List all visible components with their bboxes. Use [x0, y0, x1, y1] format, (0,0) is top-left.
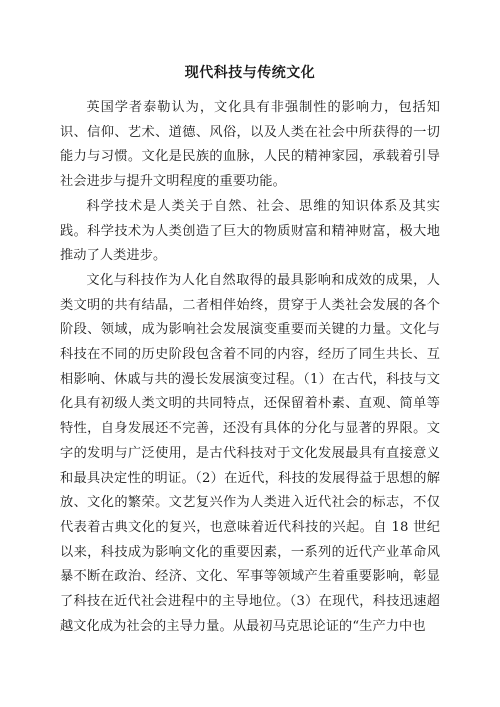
document-body: [60, 96, 440, 639]
paragraph-3: 文化与科技作为人化自然取得的最具影响和成效的成果，人类文明的共有结晶，二者相伴始终，贯穿于人类社会发展的各个阶段、领域，成为影响社会发展演变重要而关键的力量。文化与科技在不同的历史阶段包含着不同的内容，经历了同生共长、互相影响、休戚与共的漫长发展演变过程。（1）在古代，科技与文化具有初级人类文明的共同特点，还保留着朴素、直观、简单等特性，自身发展还不完善，还没有具体的分化与显著的界限。文字的发明与广泛使用，是古代科技对于文化发展最具有直接意义和最具决定性的明证。（2）在近代，科技的发展得益于思想的解放、文化的繁荣。文艺复兴作为人类进入近代社会的标志，不仅代表着古典文化的复兴，也意味着近代科技的兴起。自 18 世纪以来，科技成为影响文化的重要因素，一系列的近代产业革命风暴不断在政治、经济、文化、军事等领域产生着重要影响，彰显了科技在近代社会进程中的主导地位。（3）在现代，科技迅速超越文化成为社会的主导力量。从最初马克思论证的“生产力中也: [60, 272, 440, 634]
document-title: 现代科技与传统文化: [184, 65, 316, 81]
paragraph-1: 英国学者泰勒认为，文化具有非强制性的影响力，包括知识、信仰、艺术、道德、风俗，以及人类在社会中所获得的一切能力与习惯。文化是民族的血脉，人民的精神家园，承载着引导社会进步与提升文明程度的重要功能。: [60, 100, 440, 190]
paragraph-2: 科学技术是人类关于自然、社会、思维的知识体系及其实践。科学技术为人类创造了巨大的物质财富和精神财富，极大地推动了人类进步。: [60, 198, 440, 264]
